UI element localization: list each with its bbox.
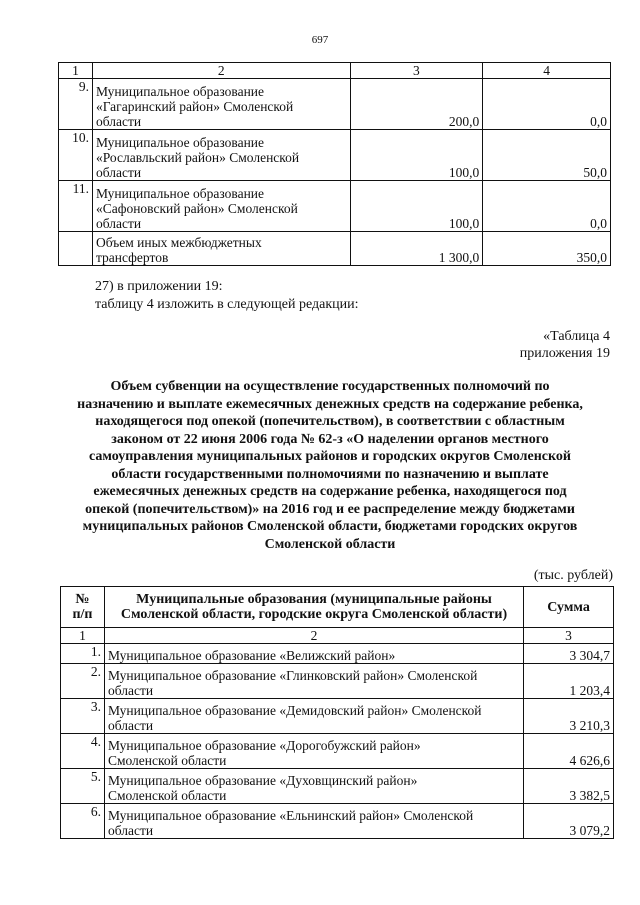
row-name: Муниципальное образование «Демидовский район» Смоленской области xyxy=(104,699,523,734)
row-name: Муниципальное образование «Рославльский район» Смоленской области xyxy=(92,130,350,181)
table-row xyxy=(61,644,614,664)
amendment-instruction: таблицу 4 изложить в следующей редакции: xyxy=(95,297,359,312)
row-value-4: 350,0 xyxy=(483,232,611,266)
row-value-4: 50,0 xyxy=(483,130,611,181)
table-reference: «Таблица 4 приложения 19 xyxy=(519,329,610,361)
row-name: Муниципальное образование «Глинковский район» Смоленской области xyxy=(104,664,523,699)
row-sum: 3 382,5 xyxy=(524,769,614,804)
table-row xyxy=(61,699,614,734)
row-value-3: 100,0 xyxy=(350,130,483,181)
row-value-4: 0,0 xyxy=(483,79,611,130)
table-row xyxy=(61,769,614,804)
row-sum: 3 210,3 xyxy=(524,699,614,734)
index-row xyxy=(61,628,614,644)
index-cell: 3 xyxy=(524,628,614,644)
row-sum: 3 079,2 xyxy=(524,804,614,839)
row-name: Муниципальное образование «Ельнинский район» Смоленской области xyxy=(104,804,523,839)
row-number: 4. xyxy=(61,734,105,769)
row-value-4: 0,0 xyxy=(483,181,611,232)
row-name: Муниципальное образование «Духовщинский район» Смоленской области xyxy=(104,769,523,804)
row-number: 10. xyxy=(59,130,93,181)
row-number: 5. xyxy=(61,769,105,804)
document-title: Объем субвенции на осуществление государственных полномочий по назначению и выплате ежемесячных денежных средств на содержание ребенка, находящегося под опекой (попечительством), в соответствии с областным законом от 22 июня 2006 года № 62-з «О наделении органов местного самоуправления муниципальных районов и городских округов Смоленской области государственными полномочиями по назначению и выплате ежемесячных денежных средств на содержание ребенка, находящегося под опекой (попечительством)» на 2016 год и ее распределение между бюджетами муниципальных районов Смоленской области, бюджетами городских округов Смоленской области xyxy=(77,379,583,552)
units-label: (тыс. рублей) xyxy=(533,568,613,583)
index-cell: 2 xyxy=(104,628,523,644)
row-value-3: 100,0 xyxy=(350,181,483,232)
table-row xyxy=(59,130,611,181)
table-header-row xyxy=(61,587,614,628)
table-header-row xyxy=(59,63,611,79)
table-row xyxy=(61,804,614,839)
row-name: Муниципальное образование «Гагаринский район» Смоленской области xyxy=(92,79,350,130)
index-cell: 1 xyxy=(61,628,105,644)
header-sum: Сумма xyxy=(524,587,614,628)
row-value-3: 200,0 xyxy=(350,79,483,130)
header-num: № п/п xyxy=(61,587,105,628)
row-sum: 4 626,6 xyxy=(524,734,614,769)
header-cell: 2 xyxy=(92,63,350,79)
header-cell: 4 xyxy=(483,63,611,79)
header-name: Муниципальные образования (муниципальные районы Смоленской области, городские округа Смоленской области) xyxy=(104,587,523,628)
row-name: Объем иных межбюджетных трансфертов xyxy=(92,232,350,266)
row-sum: 3 304,7 xyxy=(524,644,614,664)
row-number: 6. xyxy=(61,804,105,839)
table-row-total xyxy=(59,232,611,266)
page-number: 697 xyxy=(311,34,329,46)
row-value-3: 1 300,0 xyxy=(350,232,483,266)
row-number: 2. xyxy=(61,664,105,699)
row-number xyxy=(59,232,93,266)
row-number: 3. xyxy=(61,699,105,734)
row-number: 11. xyxy=(59,181,93,232)
row-name: Муниципальное образование «Сафоновский район» Смоленской области xyxy=(92,181,350,232)
table-row xyxy=(61,664,614,699)
row-number: 1. xyxy=(61,644,105,664)
amendment-item: 27) в приложении 19: xyxy=(95,279,223,294)
row-name: Муниципальное образование «Дорогобужский район» Смоленской области xyxy=(104,734,523,769)
table-row xyxy=(59,79,611,130)
header-cell: 3 xyxy=(350,63,483,79)
subvention-table xyxy=(60,586,614,839)
table-row xyxy=(61,734,614,769)
row-number: 9. xyxy=(59,79,93,130)
row-name: Муниципальное образование «Велижский район» xyxy=(104,644,523,664)
table-row xyxy=(59,181,611,232)
continuation-table xyxy=(58,62,611,266)
row-sum: 1 203,4 xyxy=(524,664,614,699)
header-cell: 1 xyxy=(59,63,93,79)
